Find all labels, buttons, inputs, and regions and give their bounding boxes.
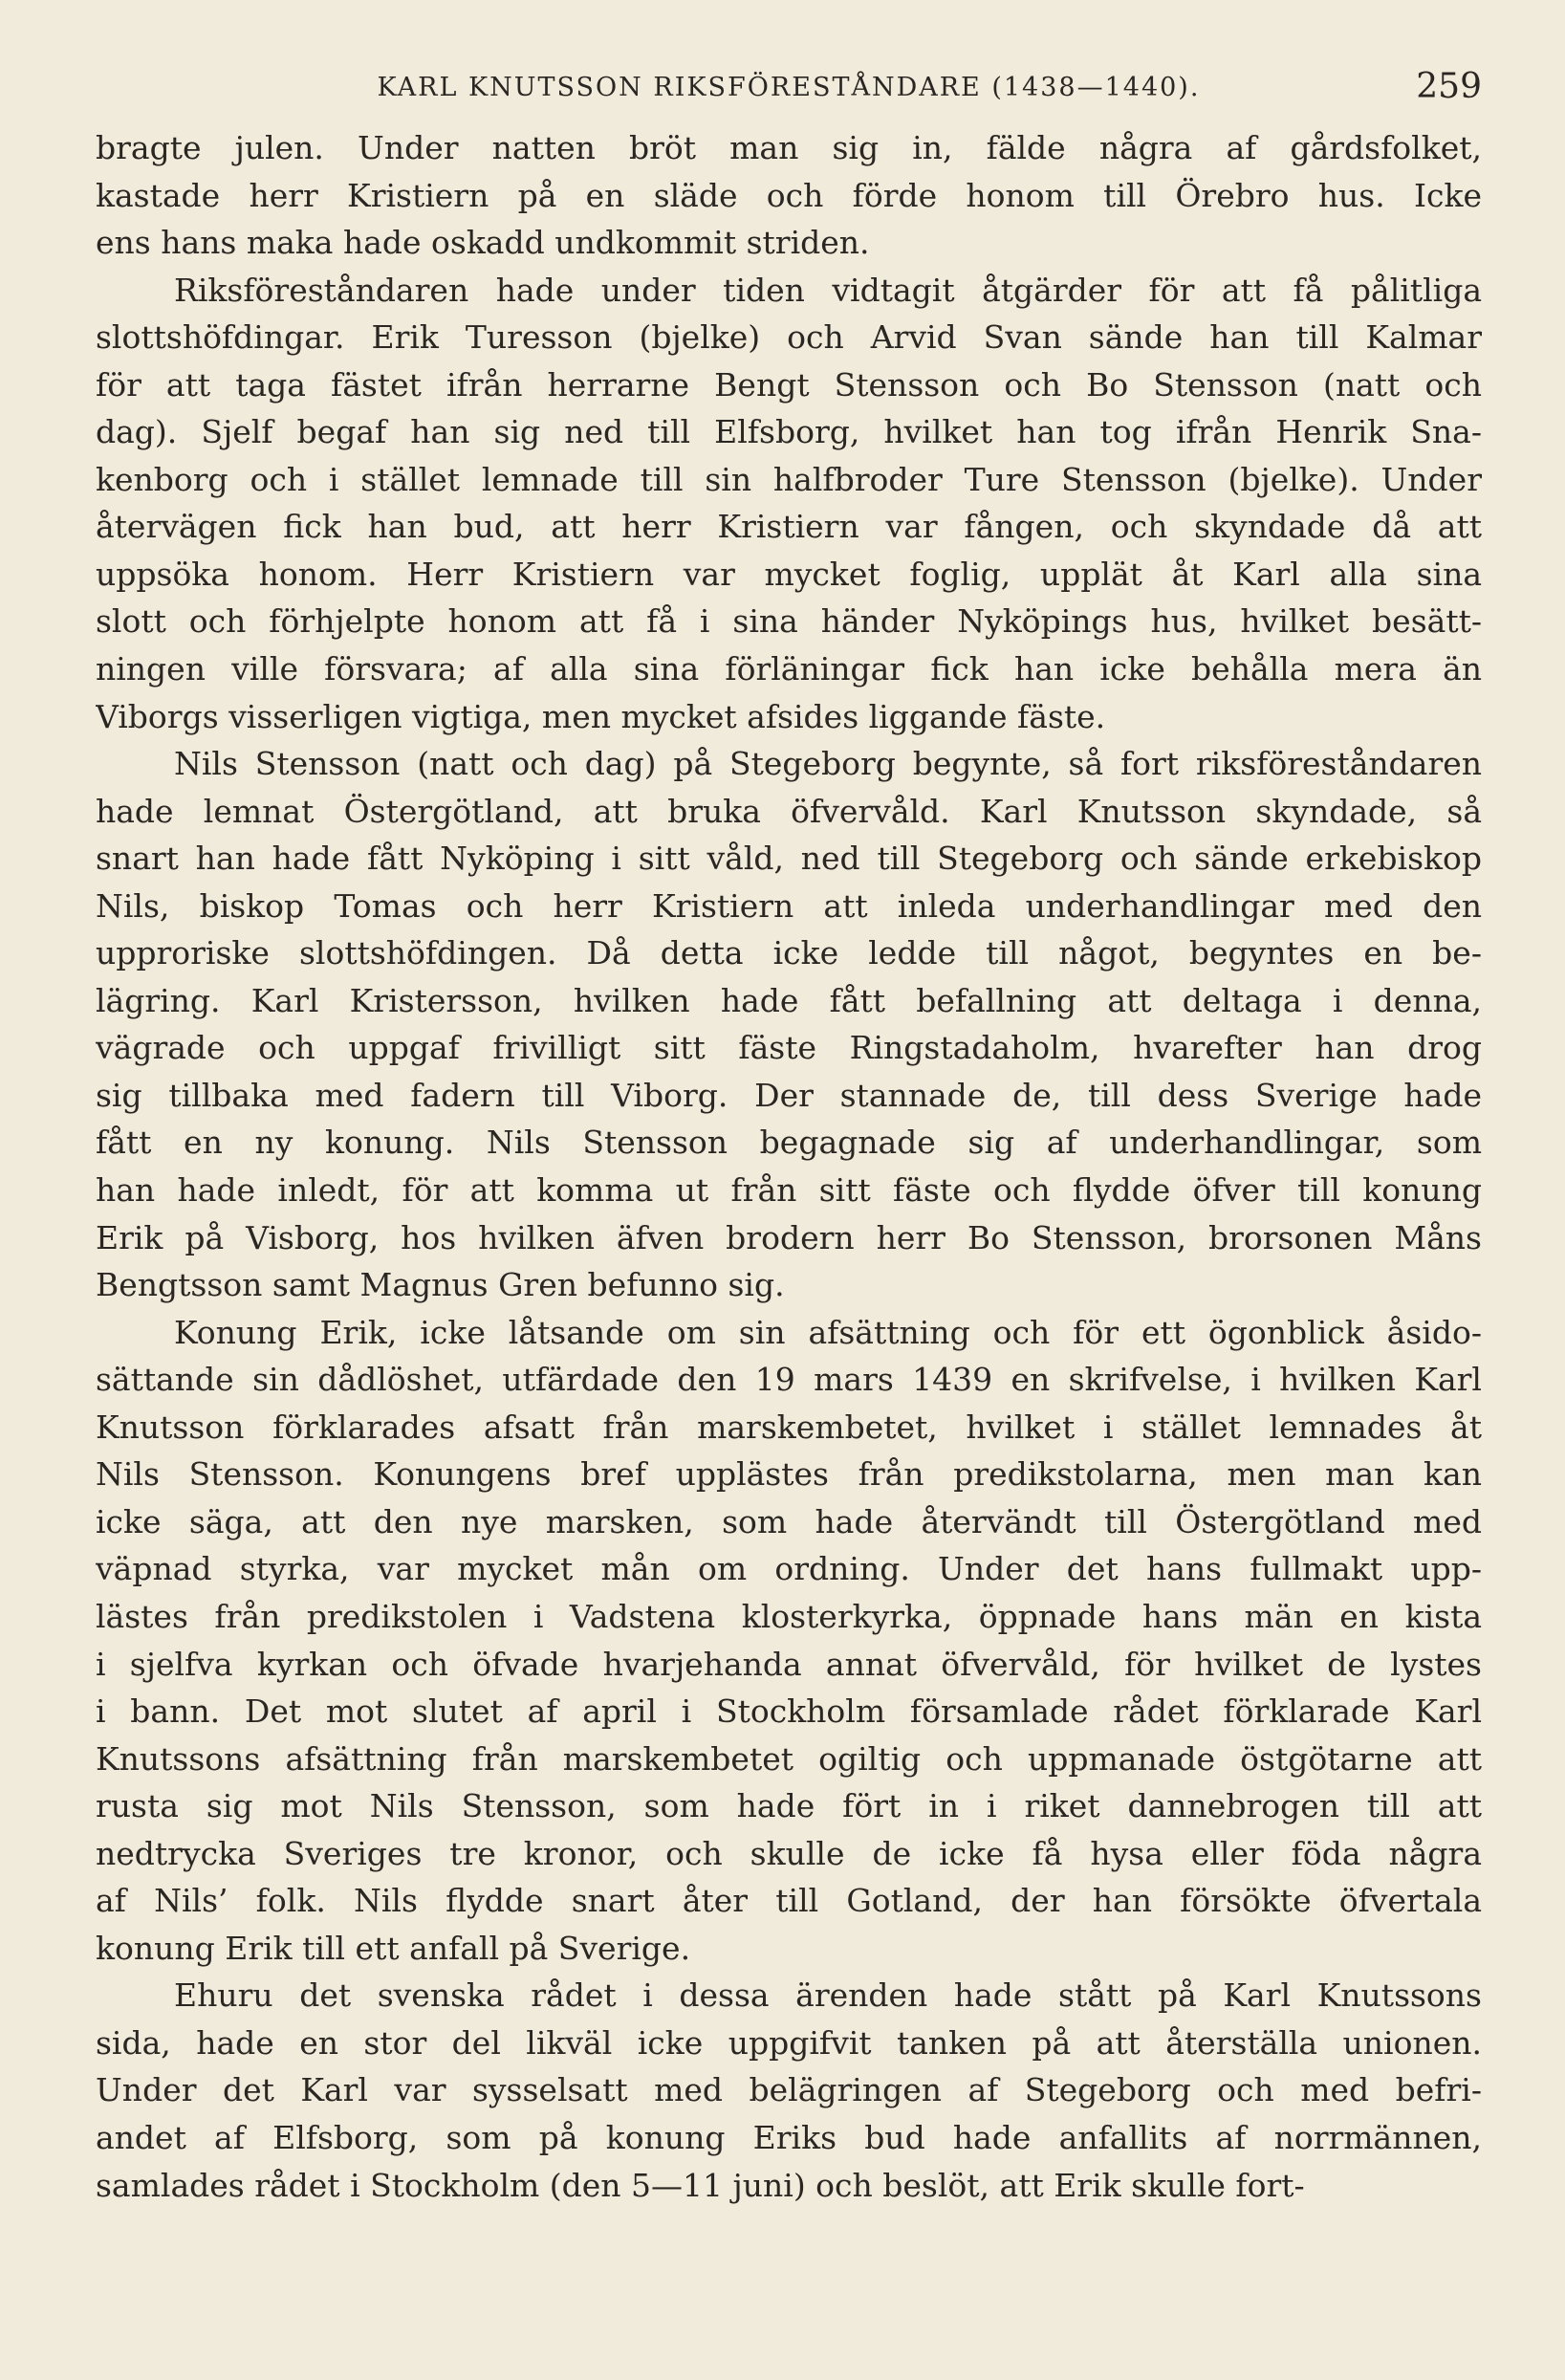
text-line: Konung Erik, icke låtsande om sin afsättning och för ett ögonblick åsido-: [174, 1313, 1482, 1351]
text-line: sida, hade en stor del likväl icke uppgifvit tanken på att återställa unionen.: [96, 2023, 1482, 2062]
text-line: för att taga fästet ifrån herrarne Bengt Stensson och Bo Stensson (natt och: [96, 365, 1482, 404]
text-line: Nils, biskop Tomas och herr Kristiern att inleda underhandlingar med den: [96, 886, 1482, 925]
text-line: väpnad styrka, var mycket mån om ordning. Under det hans fullmakt upp-: [96, 1550, 1482, 1588]
paragraph: [96, 1972, 1482, 2209]
text-line: Bengtsson samt Magnus Gren befunno sig.: [96, 1266, 785, 1304]
text-line: kastade herr Kristiern på en släde och förde honom till Örebro hus. Icke: [96, 176, 1482, 214]
paragraph: [96, 267, 1482, 740]
text-line: vägrade och uppgaf frivilligt sitt fäste Ringstadaholm, hvarefter han drog: [96, 1029, 1482, 1067]
text-line: ens hans maka hade oskadd undkommit striden.: [96, 224, 870, 262]
text-line: konung Erik till ett anfall på Sverige.: [96, 1929, 691, 1967]
paragraph: [96, 124, 1482, 267]
text-line: Knutssons afsättning från marskembetet ogiltig och uppmanade östgötarne att: [96, 1739, 1482, 1778]
text-line: i sjelfva kyrkan och öfvade hvarjehanda annat öfvervåld, för hvilket de lystes: [96, 1645, 1482, 1683]
text-line: lästes från predikstolen i Vadstena klosterkyrka, öppnade hans män en kista: [96, 1597, 1482, 1635]
text-line: Nils Stensson (natt och dag) på Stegeborg begynte, så fort riksföreståndaren: [174, 745, 1482, 783]
text-line: andet af Elfsborg, som på konung Eriks bud hade anfallits af norrmännen,: [96, 2118, 1482, 2156]
page-number: 259: [1416, 67, 1482, 106]
text-line: Viborgs visserligen vigtiga, men mycket afsides liggande fäste.: [96, 697, 1106, 735]
text-line: Ehuru det svenska rådet i dessa ärenden hade stått på Karl Knutssons: [174, 1976, 1482, 2015]
paragraph: [96, 740, 1482, 1309]
text-line: af Nils’ folk. Nils flydde snart åter till Gotland, der han försökte öfvertala: [96, 1882, 1482, 1920]
text-line: uppsöka honom. Herr Kristiern var mycket foglig, upplät åt Karl alla sina: [96, 555, 1482, 593]
text-line: upproriske slottshöfdingen. Då detta icke ledde till något, begyntes en be-: [96, 934, 1482, 972]
text-line: Knutsson förklarades afsatt från marskembetet, hvilket i stället lemnades åt: [96, 1408, 1482, 1446]
text-line: sättande sin dådlöshet, utfärdade den 19 mars 1439 en skrifvelse, i hvilken Karl: [96, 1361, 1482, 1399]
text-line: rusta sig mot Nils Stensson, som hade fört in i riket dannebrogen till att: [96, 1787, 1482, 1825]
text-line: han hade inledt, för att komma ut från sitt fäste och flydde öfver till konung: [96, 1171, 1482, 1210]
text-line: Nils Stensson. Konungens bref upplästes från predikstolarna, men man kan: [96, 1455, 1482, 1494]
paragraph: [96, 1309, 1482, 1973]
text-line: slott och förhjelpte honom att få i sina händer Nyköpings hus, hvilket besätt-: [96, 602, 1482, 641]
text-line: nedtrycka Sveriges tre kronor, och skulle de icke få hysa eller föda några: [96, 1834, 1482, 1872]
text-line: lägring. Karl Kristersson, hvilken hade fått befallning att deltaga i denna,: [96, 981, 1482, 1019]
body-text: [96, 124, 1482, 2209]
text-line: hade lemnat Östergötland, att bruka öfvervåld. Karl Knutsson skyndade, så: [96, 792, 1482, 830]
text-line: Under det Karl var sysselsatt med belägringen af Stegeborg och med befri-: [96, 2071, 1482, 2109]
running-title: KARL KNUTSSON RIKSFÖRESTÅNDARE (1438—1440).: [377, 73, 1201, 102]
text-line: bragte julen. Under natten bröt man sig in, fälde några af gårdsfolket,: [96, 129, 1482, 166]
text-line: snart han hade fått Nyköping i sitt våld, ned till Stegeborg och sände erkebiskop: [96, 840, 1482, 878]
text-line: återvägen fick han bud, att herr Kristiern var fången, och skyndade då att: [96, 508, 1482, 546]
text-line: samlades rådet i Stockholm (den 5—11 juni) och beslöt, att Erik skulle fort-: [96, 2166, 1305, 2204]
text-line: dag). Sjelf begaf han sig ned till Elfsborg, hvilket han tog ifrån Henrik Sna-: [96, 413, 1482, 451]
text-line: ningen ville försvara; af alla sina förläningar fick han icke behålla mera än: [96, 650, 1482, 688]
text-line: kenborg och i stället lemnade till sin halfbroder Ture Stensson (bjelke). Under: [96, 460, 1482, 498]
text-line: icke säga, att den nye marsken, som hade återvändt till Östergötland med: [96, 1502, 1482, 1540]
text-line: sig tillbaka med fadern till Viborg. Der stannade de, till dess Sverige hade: [96, 1076, 1482, 1114]
running-header: [96, 67, 1482, 115]
text-line: Riksföreståndaren hade under tiden vidtagit åtgärder för att få pålitliga: [174, 271, 1482, 309]
text-line: Erik på Visborg, hos hvilken äfven brodern herr Bo Stensson, brorsonen Måns: [96, 1218, 1482, 1256]
text-line: fått en ny konung. Nils Stensson begagnade sig af underhandlingar, som: [96, 1124, 1482, 1162]
text-line: slottshöfdingar. Erik Turesson (bjelke) och Arvid Svan sände han till Kalmar: [96, 318, 1482, 357]
text-line: i bann. Det mot slutet af april i Stockholm församlade rådet förklarade Karl: [96, 1692, 1482, 1731]
